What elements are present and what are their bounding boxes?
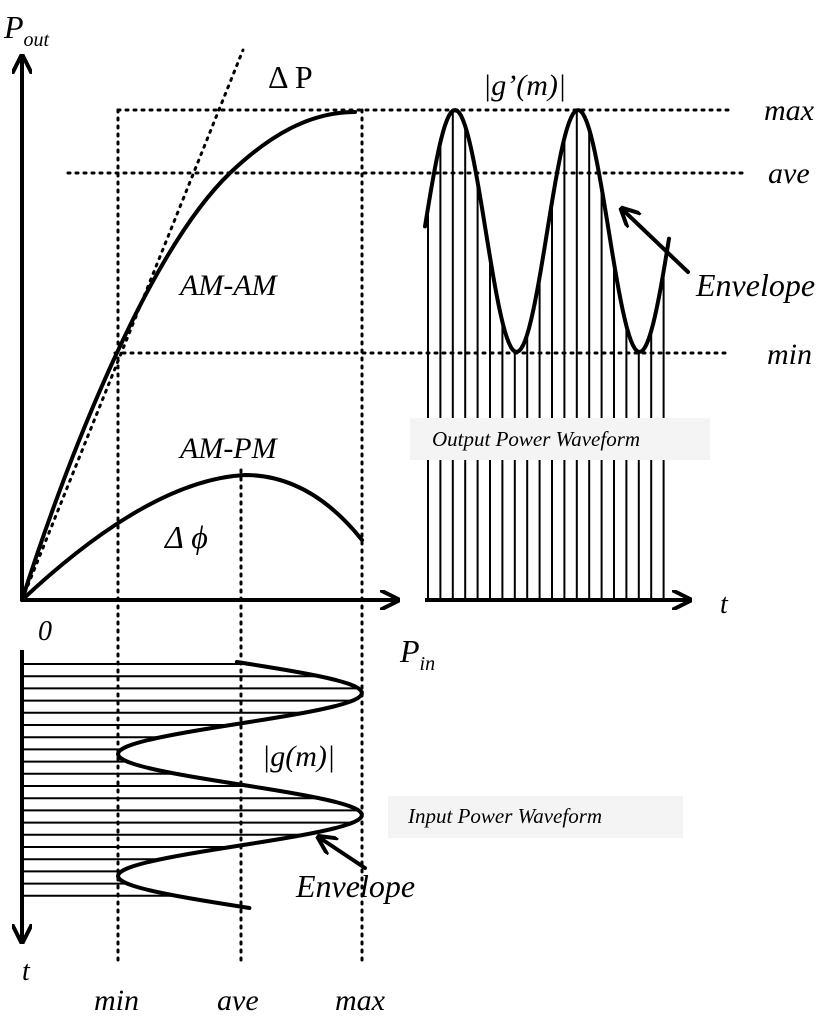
- output-envelope-label: Envelope: [696, 267, 816, 303]
- output-time-label: t: [720, 589, 728, 620]
- am-pm-label: AM-PM: [180, 432, 277, 465]
- p-in-label: $P_{in}$: [400, 633, 436, 675]
- input-envelope-label: Envelope: [296, 868, 416, 904]
- min-level-label: min: [767, 338, 812, 371]
- origin-label: 0: [38, 616, 52, 647]
- ave-input-label: ave: [217, 984, 259, 1017]
- max-level-label: max: [764, 94, 814, 127]
- am-am-label: AM-AM: [180, 269, 277, 302]
- max-input-label: max: [335, 984, 385, 1017]
- delta-phi-label: Δ ϕ: [165, 519, 208, 555]
- output-envelope-pointer: [623, 210, 688, 272]
- output-envelope-function: |g’(m)|: [483, 69, 567, 102]
- output-waveform-bars: [428, 110, 664, 600]
- input-envelope-pointer: [320, 838, 365, 868]
- input-time-label: t: [22, 956, 30, 987]
- delta-p-label: Δ P: [268, 59, 313, 95]
- output-caption: Output Power Waveform: [432, 427, 641, 451]
- ave-level-label: ave: [768, 157, 810, 190]
- input-envelope-function: |g(m)|: [262, 740, 336, 773]
- linear-gain-line: [22, 50, 243, 600]
- output-envelope-curve: [425, 110, 669, 352]
- min-input-label: min: [94, 984, 139, 1017]
- input-caption: Input Power Waveform: [408, 804, 603, 828]
- input-waveform-bars: [22, 664, 359, 896]
- p-out-label: $P_{out}$: [4, 9, 50, 51]
